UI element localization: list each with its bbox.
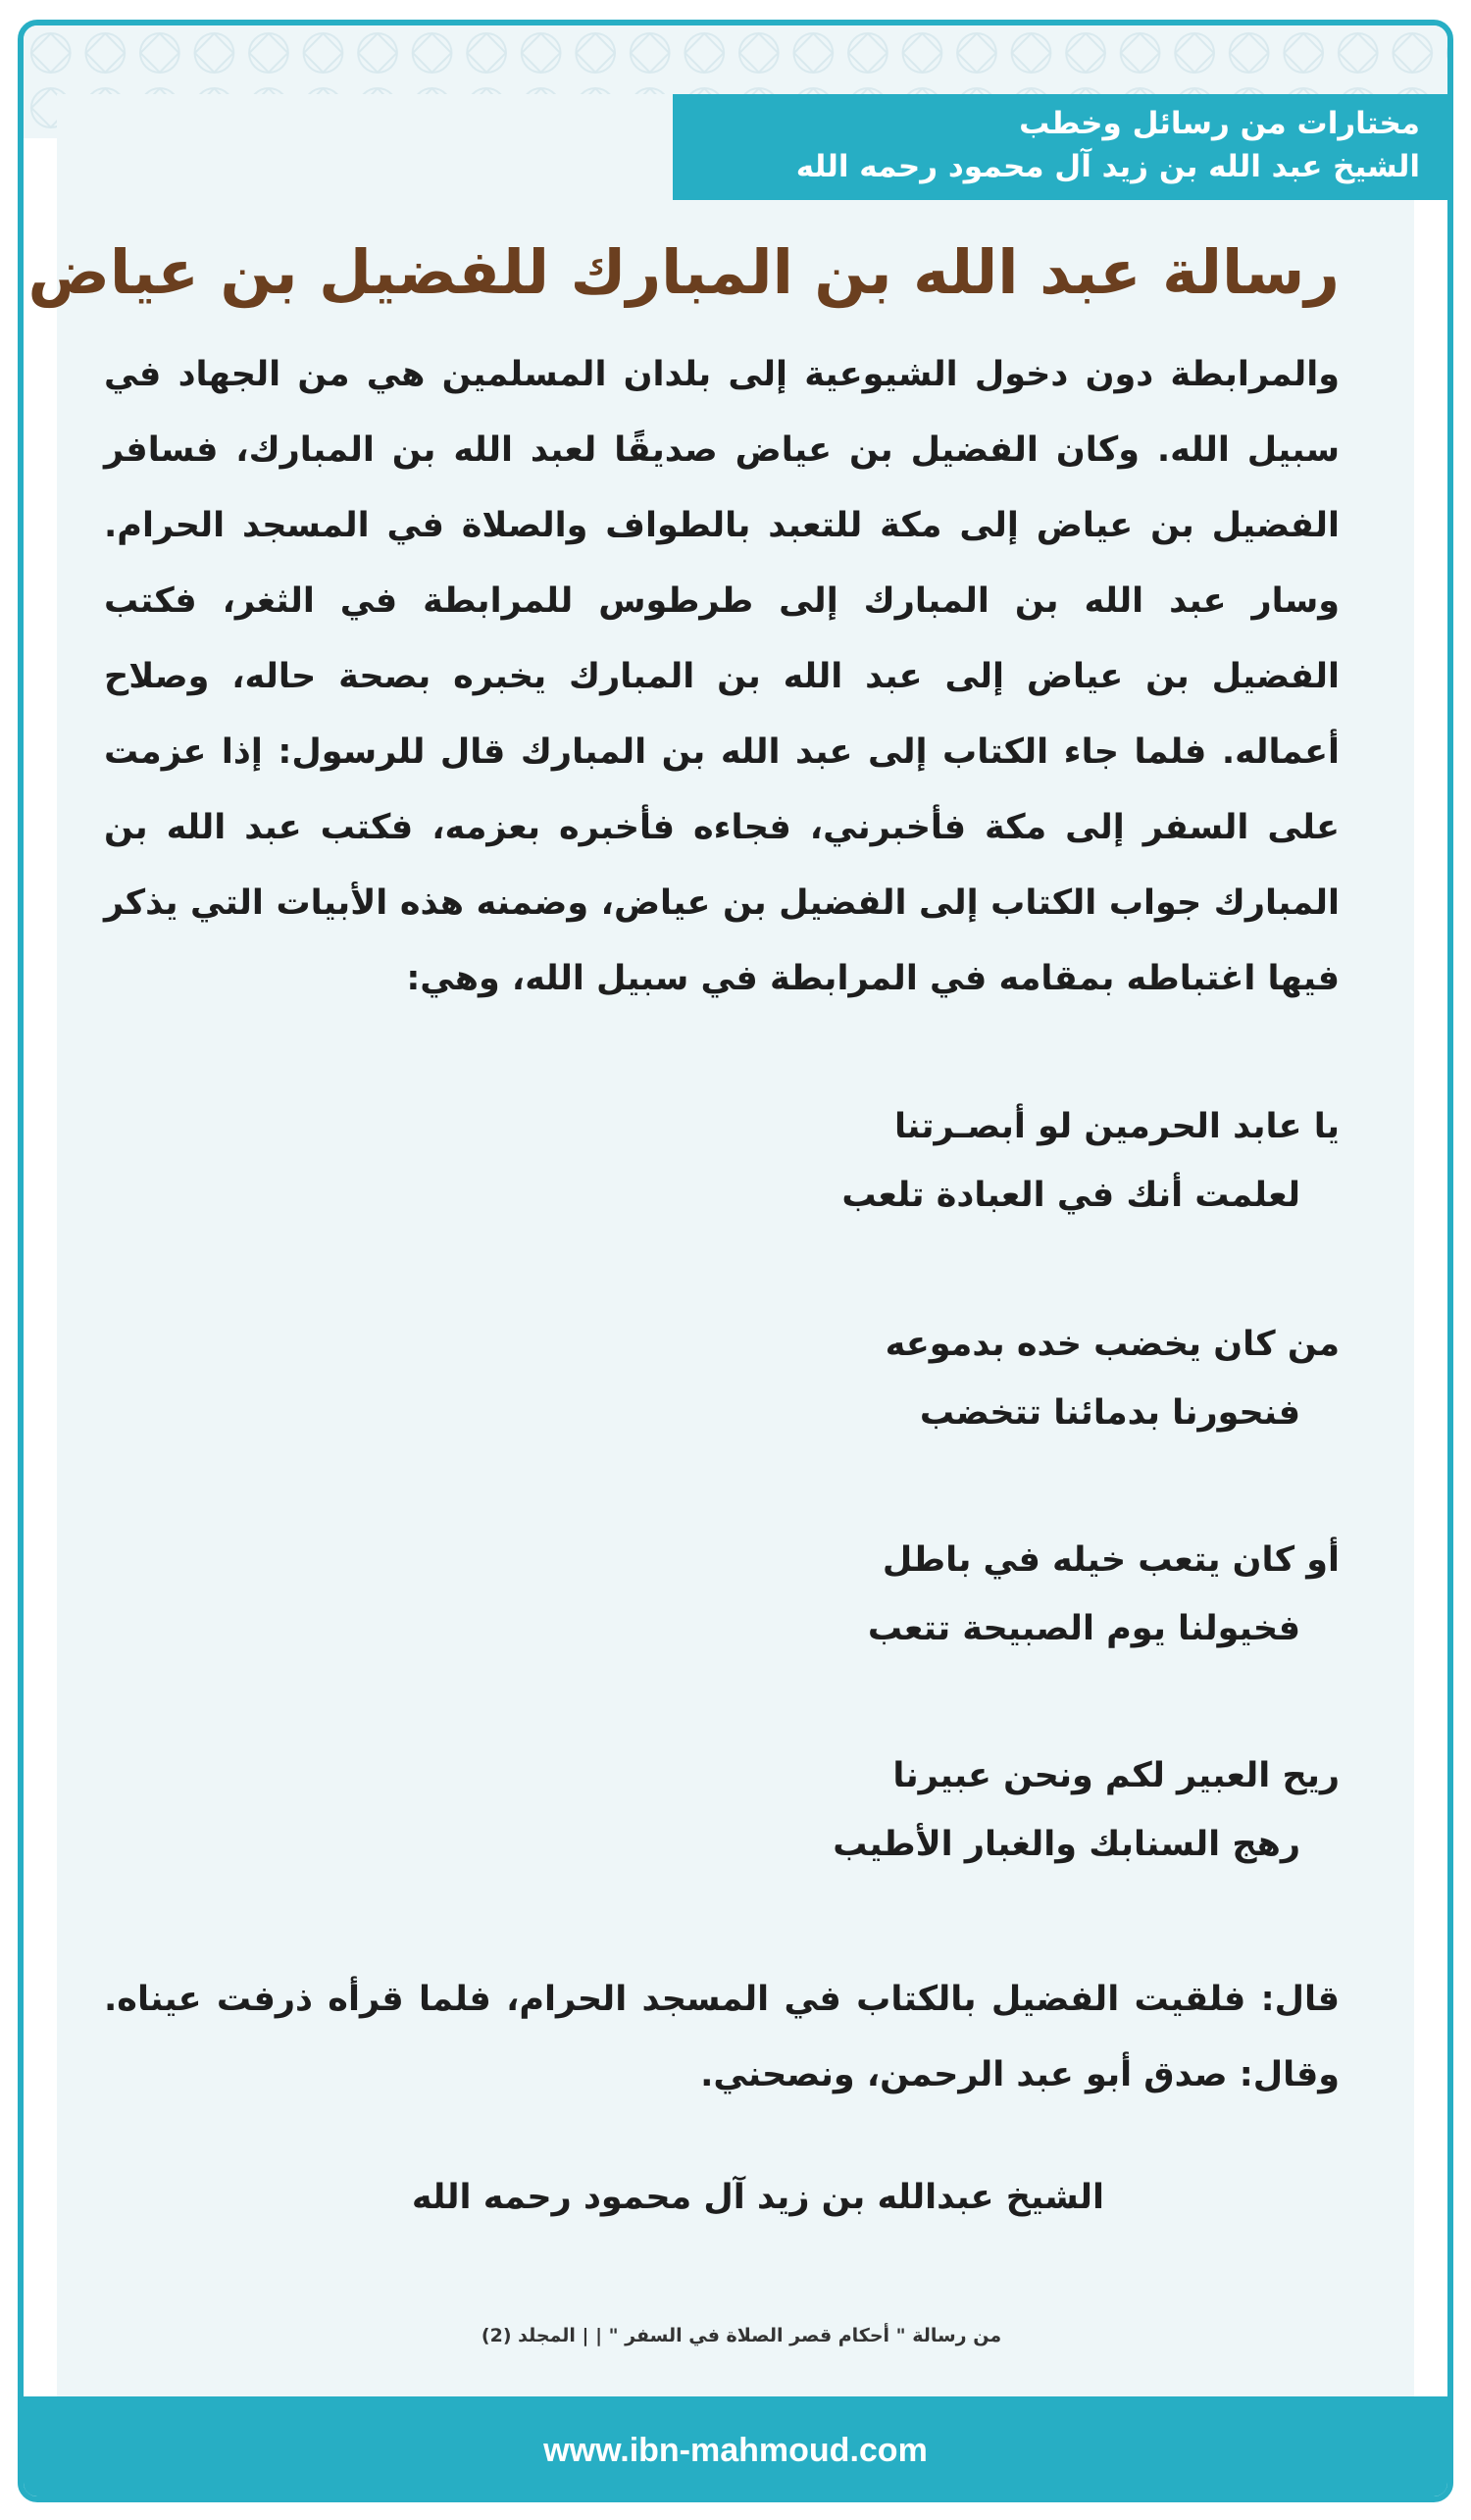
verse-line: من كان يخضب خده بدموعه bbox=[885, 1325, 1340, 1364]
verse-line: رهج السنابك والغبار الأطيب bbox=[833, 1825, 1300, 1864]
closing-paragraph: قال: فلقيت الفضيل بالكتاب في المسجد الحرام، فلما قرأه ذرفت عيناه. وقال: صدق أبو عبد الرحمن، ونصحني. bbox=[104, 1980, 1340, 2094]
header-line-1: مختارات من رسائل وخطب bbox=[1019, 106, 1420, 141]
signature: الشيخ عبدالله بن زيد آل محمود رحمه الله bbox=[411, 2178, 1104, 2217]
page-frame bbox=[18, 20, 1453, 2502]
verse-4 bbox=[833, 1741, 1340, 1879]
header-line-2: الشيخ عبد الله بن زيد آل محمود رحمه الله bbox=[795, 149, 1420, 184]
header-banner bbox=[673, 94, 1447, 200]
website-link[interactable]: www.ibn-mahmoud.com bbox=[543, 2431, 928, 2469]
verse-line: ريح العبير لكم ونحن عبيرنا bbox=[892, 1756, 1340, 1795]
source-citation: من رسالة " أحكام قصر الصلاة في السفر " | | المجلد (2) bbox=[481, 2325, 1002, 2346]
body-paragraph: والمرابطة دون دخول الشيوعية إلى بلدان المسلمين هي من الجهاد في سبيل الله. وكان الفضيل بن عياض صديقًا لعبد الله بن المبارك، فسافر الفضيل بن عياض إلى مكة للتعبد بالطواف والصلاة في المسجد الحرام. وسار عبد الله بن المبارك إلى طرطوس للمرابطة في الثغر، فكتب الفضيل بن عياض إلى عبد الله بن المبارك يخبره بصحة حاله، وصلاح أعماله. فلما جاء الكتاب إلى عبد الله بن المبارك قال للرسول: إذا عزمت على السفر إلى مكة فأخبرني، فجاءه فأخبره بعزمه، فكتب عبد الله بن المبارك جواب الكتاب إلى الفضيل بن عياض، وضمنه هذه الأبيات التي يذكر فيها اغتباطه بمقامه في المرابطة في سبيل الله، وهي: bbox=[104, 355, 1340, 998]
verse-line: أو كان يتعب خيله في باطل bbox=[882, 1540, 1340, 1580]
footer-bar bbox=[24, 2396, 1447, 2502]
verse-1 bbox=[841, 1092, 1340, 1230]
verse-2 bbox=[886, 1310, 1340, 1447]
verse-line: لعلمت أنك في العبادة تلعب bbox=[841, 1176, 1300, 1215]
verse-3 bbox=[868, 1526, 1340, 1663]
verse-line: يا عابد الحرمين لو أبصـرتنا bbox=[893, 1107, 1340, 1146]
page-title: رسالة عبد الله بن المبارك للفضيل بن عياض bbox=[27, 236, 1340, 308]
verse-line: فنحورنا بدمائنا تتخضب bbox=[919, 1393, 1300, 1433]
verse-line: فخيولنا يوم الصبيحة تتعب bbox=[867, 1609, 1300, 1648]
